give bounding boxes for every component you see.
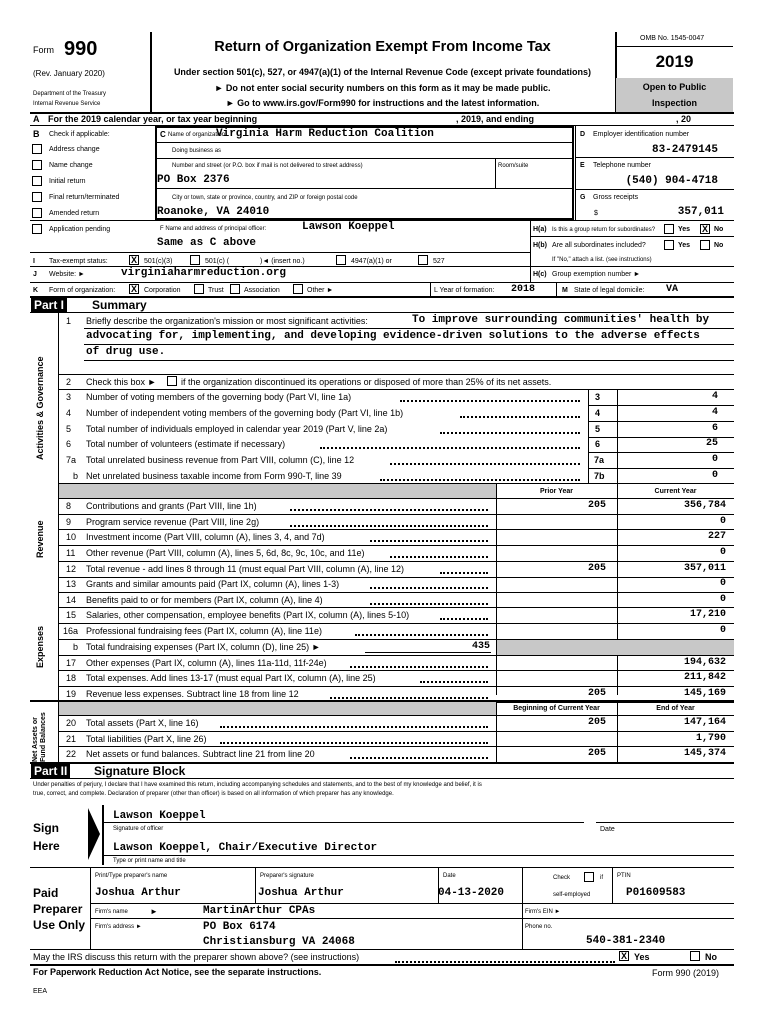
paid-label: Paid [33,886,59,900]
gov-row5-value: 6 [711,423,718,434]
4947-checkbox[interactable] [336,255,346,265]
firm-name: MartinArthur CPAs [203,905,316,917]
gov-row3-num: 3 [66,392,72,402]
telephone-label: Telephone number [593,162,651,169]
ha-label: H(a) [533,226,547,233]
revenue-row12-prior: 205 [587,562,606,574]
subtitle-ssn-warning: ► Do not enter social security numbers on this form as it may be made public. [214,83,551,93]
current-year-header: Current Year [654,488,697,495]
final-return-label: Final return/terminated [49,194,120,201]
insert-no-label: )◄ (insert no.) [260,258,305,265]
application-pending-checkbox[interactable] [32,224,42,234]
side-label-net-assets [32,712,48,762]
firm-address-label: Firm's address ► [95,924,142,930]
here-label: Here [33,839,60,853]
form-title: Return of Organization Exempt From Income Tax [214,39,551,55]
part1-title: Summary [92,298,147,312]
application-pending-label: Application pending [49,226,111,233]
ha-yes-checkbox[interactable] [664,224,674,234]
gov-row5-label: Total number of individuals employed in calendar year 2019 (Part V, line 2a) [86,424,388,434]
street-label: Number and street (or P.O. box if mail is not delivered to street address) [172,163,363,169]
gov-row6-num: 6 [66,439,72,449]
expense-row14-num: 14 [66,594,77,605]
gov-row6-box: 6 [595,439,601,449]
net-row22-prior: 205 [587,748,606,760]
self-employed-label: self-employed [553,892,591,898]
revenue-row11-current: 0 [719,547,726,559]
expense-row17-num: 17 [66,657,77,668]
subtitle-instructions: ► Go to www.irs.gov/Form990 for instructions and the latest information. [225,98,540,108]
gov-row6-value: 25 [705,438,718,449]
other-checkbox[interactable] [293,284,303,294]
eoy-header: End of Year [656,705,695,712]
form-reference: Form 990 (2019) [652,968,720,978]
expense-row16a-num: 16a [63,626,79,637]
revenue-row8-prior: 205 [587,500,606,511]
expense-row19-prior: 205 [587,687,606,699]
officer-label: F Name and address of principal officer: [160,226,267,232]
address-change-label: Address change [49,146,100,153]
4947-label: 4947(a)(1) or [351,258,392,265]
hb-no-checkbox[interactable] [700,240,710,250]
principal-officer: Lawson Koeppel [302,221,395,233]
gov-row7b-box: 7b [594,471,605,481]
revenue-row11-label: Other revenue (Part VIII, column (A), lines 5, 6d, 8c, 9c, 10c, and 11e) [86,548,365,559]
e-letter: E [580,162,585,169]
paperwork-notice: For Paperwork Reduction Act Notice, see the separate instructions. [33,967,322,977]
revenue-row8-current: 356,784 [683,500,726,511]
discuss-yes-checkbox[interactable]: X [620,951,627,961]
tax-year: 2019 [655,52,694,71]
527-label: 527 [433,258,445,265]
row-a-letter: A [33,114,40,124]
expense-row19-label: Revenue less expenses. Subtract line 18 from line 12 [86,688,299,699]
hb-question: Are all subordinates included? [552,242,646,249]
inspection: Inspection [651,98,697,108]
name-change-checkbox[interactable] [32,160,42,170]
preparer-date-label: Date [443,873,456,879]
calendar-end-year: , 20 [676,114,692,124]
part2-title: Signature Block [94,764,186,778]
gov-row4-value: 4 [711,407,718,418]
expense-row16b-value: 435 [471,640,490,652]
omb-number: OMB No. 1545-0047 [640,35,705,42]
hb-no-label: No [714,242,724,249]
gross-receipts-value: 357,011 [677,206,724,218]
telephone-value: (540) 904-4718 [625,175,718,187]
gov-row6-label: Total number of volunteers (estimate if necessary) [86,439,286,449]
other-label: Other ► [307,287,334,294]
mission-line2: advocating for, implementing, and developing evidence-driven solutions to the adverse effects [86,330,700,342]
expense-row13-label: Grants and similar amounts paid (Part IX, column (A), lines 1-3) [86,579,340,589]
hb-label: H(b) [533,242,547,249]
line2-b: if the organization discontinued its operations or disposed of more than 25% of its net assets. [181,377,552,387]
firm-name-arrow: ► [150,907,158,916]
phone-label: Phone no. [525,924,553,930]
expense-row17-label: Other expenses (Part IX, column (A), lines 11a-11d, 11f-24e) [86,657,327,668]
revenue-row12-num: 12 [66,563,77,574]
revenue-row10-label: Investment income (Part VIII, column (A), lines 3, 4, and 7d) [86,532,325,543]
ha-no-label: No [714,226,724,233]
corporation-checkbox[interactable]: X [130,284,137,294]
hb-yes-label: Yes [678,242,691,249]
preparer-label: Preparer [33,902,83,916]
side-label-expenses: Expenses [35,625,45,668]
expense-row18-label: Total expenses. Add lines 13-17 (must equal Part IX, column (A), line 25) [86,673,376,684]
net-row20-current: 147,164 [683,717,726,728]
ha-yes-label: Yes [678,226,691,233]
firm-address-1: PO Box 6174 [203,921,276,933]
legal-domicile-value: VA [666,284,679,295]
gov-row3-value: 4 [711,391,718,402]
form-number: 990 [64,38,98,60]
net-row21-num: 21 [66,733,77,744]
expense-row18-current: 211,842 [683,672,726,684]
revenue-row12-current: 357,011 [683,562,726,574]
part2-tag: Part II [31,764,70,778]
revenue-row9-num: 9 [66,516,72,527]
net-row20-label: Total assets (Part X, line 16) [86,718,199,728]
expense-row13-num: 13 [66,579,77,589]
gov-row7a-label: Total unrelated business revenue from Part VIII, column (C), line 12 [86,455,355,465]
line1-label: Briefly describe the organization's mission or most significant activities: [86,316,368,326]
revenue-row9-label: Program service revenue (Part VIII, line 2g) [86,516,260,527]
net-row22-label: Net assets or fund balances. Subtract line 21 from line 20 [86,749,315,760]
discontinued-checkbox[interactable] [167,376,177,386]
gov-row7a-box: 7a [594,455,605,465]
discuss-yes-label: Yes [634,952,650,962]
expense-row15-label: Salaries, other compensation, employee benefits (Part IX, column (A), lines 5-10) [86,610,410,621]
net-row21-label: Total liabilities (Part X, line 26) [86,733,207,744]
gov-row7b-num: b [73,471,79,481]
gov-row4-label: Number of independent voting members of the governing body (Part VI, line 1b) [86,408,404,418]
hb-yes-checkbox[interactable] [664,240,674,250]
preparer-name: Joshua Arthur [95,887,181,899]
trust-checkbox[interactable] [194,284,204,294]
org-name-label: Name of organization [168,132,226,138]
gov-row4-box: 4 [595,408,601,418]
perjury-line1: Under penalties of perjury, I declare that I have examined this return, including accompanying schedules and statements, and to the best of my knowledge and belief, it is [33,782,482,788]
signature-officer-label: Signature of officer [113,826,164,832]
perjury-line2: true, correct, and complete. Declaration of preparer (other than officer) is based on all information of which preparer has any knowledge. [33,791,394,797]
firm-phone: 540-381-2340 [586,935,666,947]
revenue-row12-label: Total revenue - add lines 8 through 11 (must equal Part VIII, column (A), line 12) [86,563,404,574]
title-label: Type or print name and title [113,858,186,864]
net-row22-num: 22 [66,749,77,760]
calendar-year-text: For the 2019 calendar year, or tax year beginning [48,114,258,124]
m-letter: M [562,287,568,294]
organization-name: Virginia Harm Reduction Coalition [216,128,434,140]
expense-row13-current: 0 [719,578,726,589]
form-of-org-label: Form of organization: [49,287,116,294]
expense-row17-current: 194,632 [683,656,726,668]
side-label-net-assets-a: Net Assets or [32,717,39,762]
association-label: Association [244,287,280,294]
trust-label: Trust [208,287,224,294]
expense-row16a-current: 0 [719,625,726,637]
if-label: if [600,875,603,881]
net-row22-current: 145,374 [683,748,726,760]
dollar-sign: $ [594,210,598,217]
check-label: Check [553,875,571,881]
firm-name-label: Firm's name [95,909,128,915]
initial-return-label: Initial return [49,178,86,185]
gov-row3-label: Number of voting members of the governing body (Part VI, line 1a) [86,392,352,402]
gov-row7b-label: Net unrelated business taxable income from Form 990-T, line 39 [86,471,342,481]
signature-date-label: Date [600,826,615,833]
mission-line3: of drug use. [86,346,166,358]
part1-tag: Part I [31,298,67,312]
preparer-sig-label: Preparer's signature [260,873,314,879]
revenue-row8-label: Contributions and grants (Part VIII, line 1h) [86,501,257,511]
net-row21-current: 1,790 [695,732,726,744]
501c-checkbox[interactable] [190,255,200,265]
gov-row5-num: 5 [66,424,72,434]
gov-row7a-num: 7a [66,455,77,465]
sign-label: Sign [33,821,59,835]
boy-header: Beginning of Current Year [513,705,600,712]
gov-row7b-value: 0 [711,470,718,481]
501c3-label: 501(c)(3) [144,258,173,265]
expense-row15-num: 15 [66,610,77,621]
address-change-checkbox[interactable] [32,144,42,154]
open-to-public: Open to Public [642,82,707,92]
revenue-row11-num: 11 [66,548,76,559]
ein-value: 83-2479145 [651,144,718,156]
calendar-ending-text: , 2019, and ending [456,114,535,124]
amended-return-checkbox[interactable] [32,208,42,218]
gov-row4-num: 4 [66,408,72,418]
preparer-signature: Joshua Arthur [258,887,344,899]
ptin-value: P01609583 [626,887,686,899]
officer-signature: Lawson Koeppel [113,810,206,822]
initial-return-checkbox[interactable] [32,176,42,186]
firm-address-2: Christiansburg VA 24068 [203,936,355,948]
expense-row14-label: Benefits paid to or for members (Part IX, column (A), line 4) [86,594,323,605]
g-letter: G [580,194,586,201]
mission-line1: To improve surrounding communities' health by [412,314,710,326]
form-word: Form [33,45,54,55]
revenue-row10-current: 227 [707,531,726,543]
527-checkbox[interactable] [418,255,428,265]
line1-num: 1 [66,316,72,326]
side-label-activities: Activities & Governance [35,356,45,460]
dba-label: Doing business as [172,148,222,154]
line2-a: Check this box ► [86,377,157,387]
revenue-row10-num: 10 [66,532,77,543]
expense-row15-current: 17,210 [689,609,726,621]
side-label-revenue: Revenue [35,520,45,558]
gov-row7a-value: 0 [711,454,718,465]
ha-no-checkbox[interactable]: X [701,224,708,234]
revenue-row8-num: 8 [66,501,72,511]
expense-row19-num: 19 [66,688,77,699]
officer-address: Same as C above [157,237,257,249]
discuss-no-label: No [705,952,717,962]
preparer-name-label: Print/Type preparer's name [95,873,168,879]
expense-row16b-num: b [73,641,79,652]
gov-row3-box: 3 [595,392,601,402]
ha-question: Is this a group return for subordinates? [552,227,656,233]
ein-label: Employer identification number [593,131,690,138]
net-row20-num: 20 [66,718,77,728]
501c3-checkbox[interactable]: X [130,255,137,265]
firm-ein-label: Firm's EIN ► [525,909,561,915]
gov-row5-box: 5 [595,424,601,434]
gross-receipts-label: Gross receipts [593,194,639,201]
i-letter: I [33,258,35,265]
side-label-net-assets-b: Fund Balances [40,712,47,762]
k-letter: K [33,287,39,294]
year-formation-value: 2018 [511,284,536,295]
ptin-label: PTIN [617,873,631,879]
amended-return-label: Amended return [49,210,100,217]
d-letter: D [580,131,586,138]
revision-date: (Rev. January 2020) [33,69,105,78]
legal-domicile-label: State of legal domicile: [574,287,645,294]
net-row20-prior: 205 [587,717,606,728]
expense-row18-num: 18 [66,673,77,684]
city-label: City or town, state or province, country, and ZIP or foreign postal code [172,195,358,201]
j-letter: J [33,271,37,278]
check-if-applicable: Check if applicable: [49,131,110,138]
preparer-date: 04-13-2020 [438,887,505,899]
department: Department of the Treasury [33,91,107,97]
discuss-question: May the IRS discuss this return with the preparer shown above? (see instructions) [33,952,360,962]
line2-num: 2 [66,377,72,387]
use-only-label: Use Only [33,918,86,932]
hb-note: If "No," attach a list. (see instructions) [552,257,652,263]
row-b-letter: B [33,129,40,139]
irs-label: Internal Revenue Service [33,101,101,107]
hc-label: H(c) [533,271,547,278]
eea-label: EEA [33,988,48,995]
discuss-no-checkbox[interactable] [690,951,700,961]
tax-exempt-label: Tax-exempt status: [49,258,108,265]
expense-row19-current: 145,169 [683,687,726,699]
501c-label: 501(c) ( [205,258,230,265]
c-letter: C [160,130,166,139]
name-change-label: Name change [49,162,93,169]
prior-year-header: Prior Year [540,488,573,495]
city-state-zip: Roanoke, VA 24010 [157,206,270,218]
website-value[interactable]: virginiaharmreduction.org [121,267,287,279]
revenue-row9-current: 0 [719,515,726,527]
expense-row16a-label: Professional fundraising fees (Part IX, column (A), line 11e) [86,626,322,637]
officer-title: Lawson Koeppel, Chair/Executive Director [113,842,378,854]
subtitle-section: Under section 501(c), 527, or 4947(a)(1) of the Internal Revenue Code (except private foundations) [173,67,592,77]
expense-row16b-label: Total fundraising expenses (Part IX, column (D), line 25) ► [86,641,321,652]
final-return-checkbox[interactable] [32,192,42,202]
year-formation-label: L Year of formation: [434,287,495,294]
website-label: Website: ► [49,271,85,278]
room-suite-label: Room/suite [498,163,529,169]
expense-row14-current: 0 [719,593,726,605]
self-employed-checkbox[interactable] [584,872,594,882]
corporation-label: Corporation [144,287,181,294]
street-address: PO Box 2376 [157,174,230,186]
association-checkbox[interactable] [230,284,240,294]
hc-text: Group exemption number ► [552,271,641,278]
